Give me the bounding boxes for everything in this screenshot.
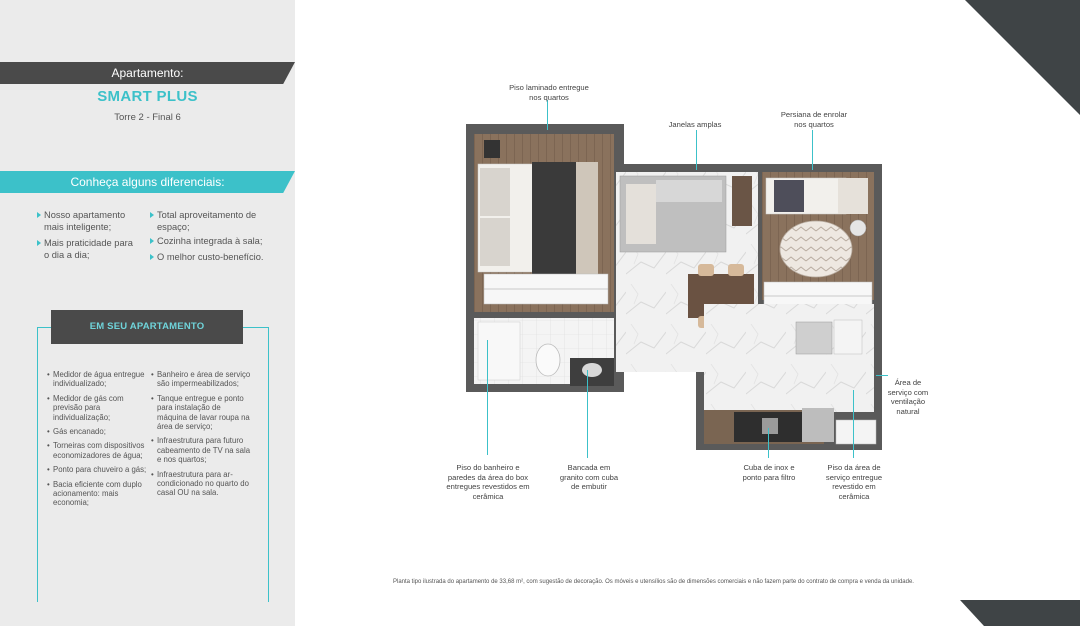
corner-triangle-bottom	[960, 600, 1080, 626]
leader-line	[876, 375, 888, 376]
apartment-subtitle: Torre 2 - Final 6	[114, 112, 181, 123]
list-item: • Torneiras com dispositivos economizadores de água;	[47, 441, 147, 460]
corner-triangle-top	[965, 0, 1080, 115]
leader-line	[768, 428, 769, 458]
list-item: O melhor custo-benefício.	[150, 252, 270, 264]
annotation-piso-laminado: Piso laminado entregue nos quartos	[509, 83, 589, 102]
annotation-bancada: Bancada em granito com cuba de embutir	[559, 463, 619, 491]
list-item: • Tanque entregue e ponto para instalação de máquina de lavar roupa na área de serviço;	[151, 394, 251, 432]
differentials-list-2	[150, 210, 270, 268]
list-item: • Medidor de água entregue individualizado;	[47, 370, 147, 389]
list-item: Nosso apartamento mais inteligente;	[37, 210, 137, 233]
features-list-1	[47, 370, 147, 513]
annotation-piso-area-servico: Piso da área de serviço entregue revestido em cerâmica	[825, 463, 883, 501]
leader-line	[587, 370, 588, 458]
annotation-janelas: Janelas amplas	[668, 120, 722, 129]
list-item: • Medidor de gás com previsão para individualização;	[47, 394, 147, 422]
differentials-list-1	[37, 210, 137, 266]
apartment-label: Apartamento:	[111, 66, 184, 80]
leader-line	[853, 390, 854, 458]
list-item: Cozinha integrada à sala;	[150, 236, 270, 248]
features-list-2	[151, 370, 251, 503]
leader-line	[487, 340, 488, 455]
list-item: • Ponto para chuveiro a gás;	[47, 465, 147, 474]
features-title: EM SEU APARTAMENTO	[89, 321, 205, 332]
annotation-area-servico: Área de serviço com ventilação natural	[887, 378, 929, 416]
annotation-piso-banheiro: Piso do banheiro e paredes da área do box entregues revestidos em cerâmica	[446, 463, 530, 501]
list-item: • Banheiro e área de serviço são impermeabilizados;	[151, 370, 251, 389]
list-item: • Infraestrutura para futuro cabeamento de TV na sala e nos quartos;	[151, 436, 251, 464]
floor-plan	[466, 124, 886, 454]
apartment-name: SMART PLUS	[97, 88, 198, 105]
list-item: Mais praticidade para o dia a dia;	[37, 238, 137, 261]
footnote: Planta tipo ilustrada do apartamento de 33,68 m², com sugestão de decoração. Os móveis e utensílios são de dimensões comerciais e não fazem parte do contrato de compra e venda da unidade.	[393, 579, 914, 585]
differentials-title: Conheça alguns diferenciais:	[70, 175, 225, 189]
annotation-cuba-inox: Cuba de inox e ponto para filtro	[742, 463, 796, 482]
list-item: • Gás encanado;	[47, 427, 147, 436]
leader-line	[812, 130, 813, 170]
list-item: Total aproveitamento de espaço;	[150, 210, 270, 233]
list-item: • Infraestrutura para ar-condicionado no quarto do casal OU na sala.	[151, 470, 251, 498]
leader-line	[696, 130, 697, 170]
annotation-persiana: Persiana de enrolar nos quartos	[780, 110, 848, 129]
list-item: • Bacia eficiente com duplo acionamento: mais economia;	[47, 480, 147, 508]
leader-line	[547, 100, 548, 130]
